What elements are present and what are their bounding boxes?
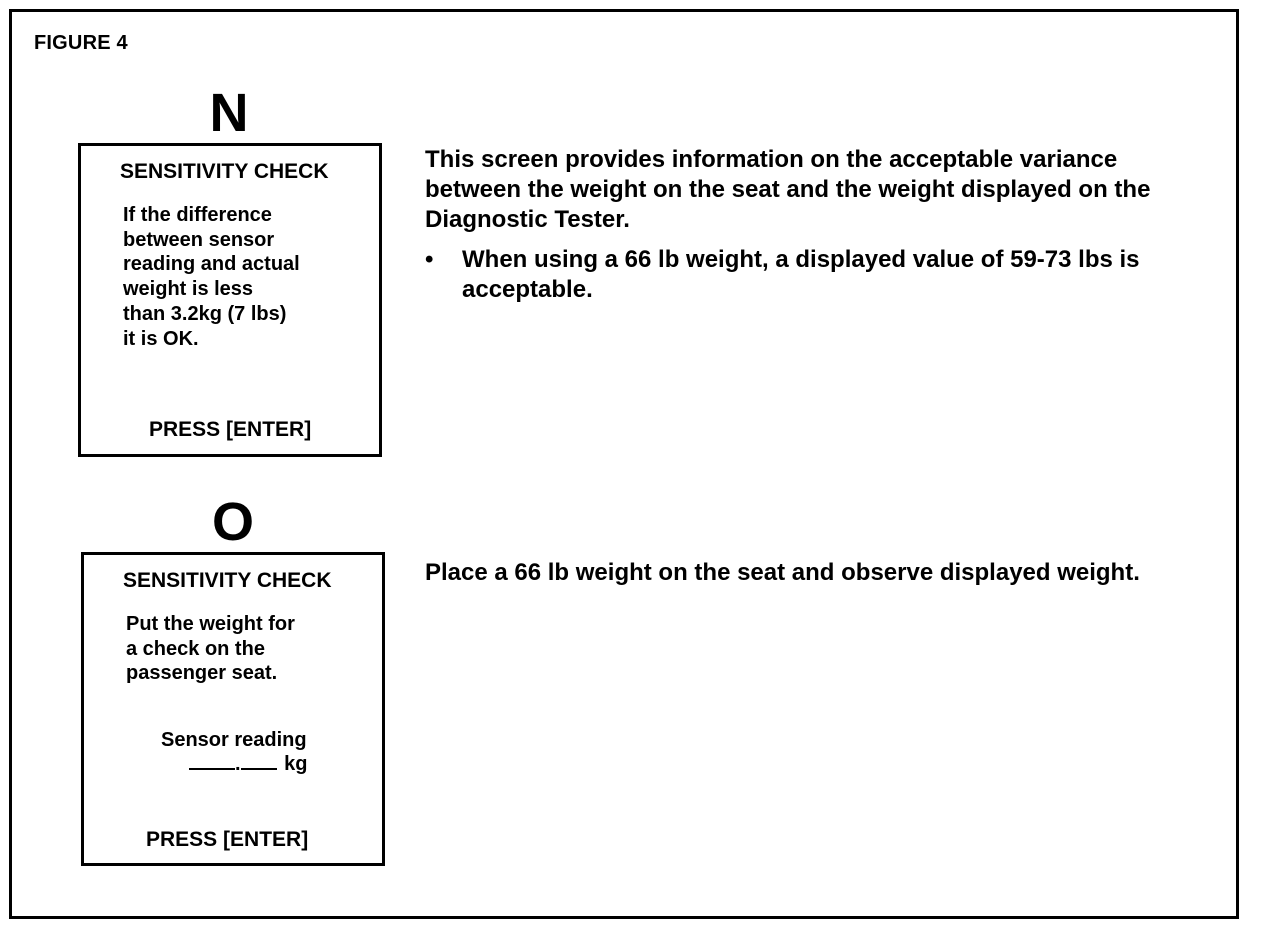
screen-title: SENSITIVITY CHECK — [123, 569, 332, 592]
step-letter-o: O — [211, 492, 254, 552]
step-n-bullet — [425, 245, 1205, 307]
sensor-integer-blank — [189, 754, 235, 770]
sensor-reading-value — [189, 753, 307, 776]
step-o-description: Place a 66 lb weight on the seat and observe displayed weight. — [425, 559, 1140, 586]
screen-title: SENSITIVITY CHECK — [120, 160, 329, 183]
sensor-reading-label: Sensor reading — [161, 729, 307, 751]
figure-label: FIGURE 4 — [34, 32, 128, 54]
sensor-decimal-point: . — [235, 753, 241, 775]
sensor-unit: kg — [284, 753, 308, 775]
tester-screen-n — [78, 143, 382, 457]
sensor-fraction-blank — [241, 754, 277, 770]
step-n-description: This screen provides information on the acceptable variance between the weight on the seat and the weight displayed on the Diagnostic Tester. — [425, 146, 1151, 233]
step-letter-n: N — [209, 83, 249, 143]
screen-message: If the difference between sensor reading and actual weight is less than 3.2kg (7 lbs) it is OK. — [123, 204, 300, 350]
bullet-symbol: • — [425, 246, 434, 273]
press-enter-prompt: PRESS [ENTER] — [149, 418, 312, 441]
bullet-text: When using a 66 lb weight, a displayed value of 59-73 lbs is acceptable. — [462, 246, 1140, 303]
tester-screen-o — [81, 552, 385, 866]
screen-message: Put the weight for a check on the passenger seat. — [126, 613, 295, 685]
press-enter-prompt: PRESS [ENTER] — [146, 828, 309, 851]
